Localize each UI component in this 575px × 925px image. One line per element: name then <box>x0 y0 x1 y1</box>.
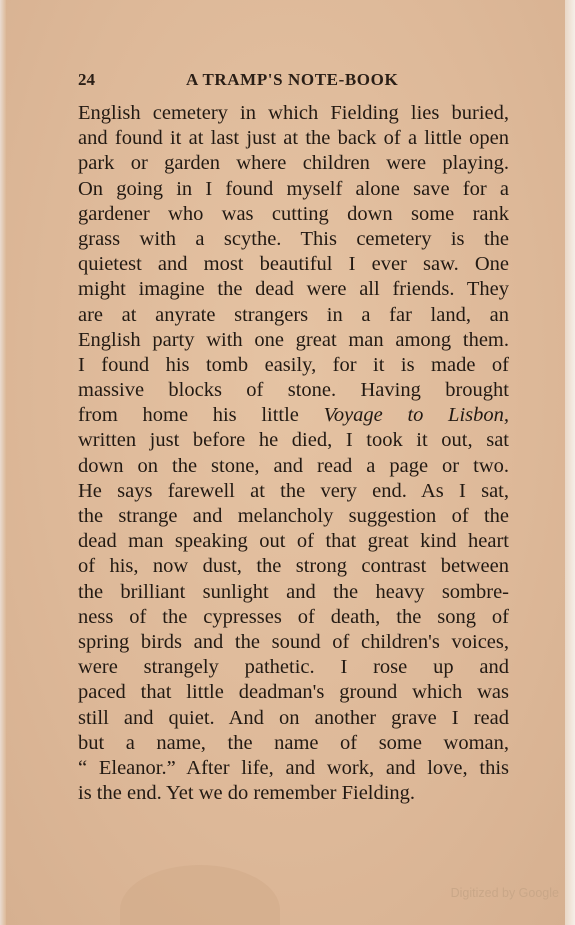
text-line: down on the stone, and read a page or two. <box>78 454 509 477</box>
page-left-edge <box>0 0 6 925</box>
digitized-watermark: Digitized by Google <box>450 886 559 900</box>
text-line-last: is the end. Yet we do remember Fielding. <box>78 782 416 805</box>
text-line: gardener who was cutting down some rank <box>78 202 509 225</box>
text-line: dead man speaking out of that great kind heart <box>78 530 509 553</box>
running-title: A TRAMP'S NOTE-BOOK <box>186 70 399 89</box>
text-line: I found his tomb easily, for it is made of <box>78 353 509 376</box>
text-line: On going in I found myself alone save for a <box>78 177 509 200</box>
text-line: written just before he died, I took it out, sat <box>78 429 509 452</box>
page-right-edge <box>565 0 575 925</box>
text-line: He says farewell at the very end. As I sat, <box>78 479 509 502</box>
text-line: and found it at last just at the back of a little open <box>78 127 509 150</box>
text-line: still and quiet. And on another grave I read <box>78 706 509 729</box>
text-line: massive blocks of stone. Having brought <box>78 379 509 402</box>
text-line: are at anyrate strangers in a far land, an <box>78 303 509 326</box>
page-header <box>78 70 508 92</box>
text-line: might imagine the dead were all friends. They <box>78 278 509 301</box>
text-line: park or garden where children were playing. <box>78 152 509 175</box>
text-line: the brilliant sunlight and the heavy sombre- <box>78 580 509 603</box>
text-line: were strangely pathetic. I rose up and <box>78 656 509 679</box>
text-line: spring birds and the sound of children's voices, <box>78 630 509 653</box>
text-line: the strange and melancholy suggestion of the <box>78 505 509 527</box>
text-line-start: from home his little <box>78 404 299 427</box>
text-line <box>78 403 509 428</box>
text-line: English cemetery in which Fielding lies buried, <box>78 102 509 124</box>
page-number: 24 <box>78 70 95 89</box>
text-line: of his, now dust, the strong contrast between <box>78 555 509 578</box>
text-line: English party with one great man among them. <box>78 328 509 351</box>
text-line: but a name, the name of some woman, <box>78 731 509 754</box>
thumb-smudge <box>120 865 280 925</box>
text-line: ness of the cypresses of death, the song of <box>78 605 509 628</box>
book-title-italic: Voyage to Lisbon, <box>323 404 509 427</box>
text-line: paced that little deadman's ground which was <box>78 681 509 704</box>
text-line: grass with a scythe. This cemetery is the <box>78 227 509 250</box>
text-line: “ Eleanor.” After life, and work, and love, this <box>78 756 509 779</box>
body-text <box>78 101 509 806</box>
text-line: quietest and most beautiful I ever saw. One <box>78 253 509 276</box>
